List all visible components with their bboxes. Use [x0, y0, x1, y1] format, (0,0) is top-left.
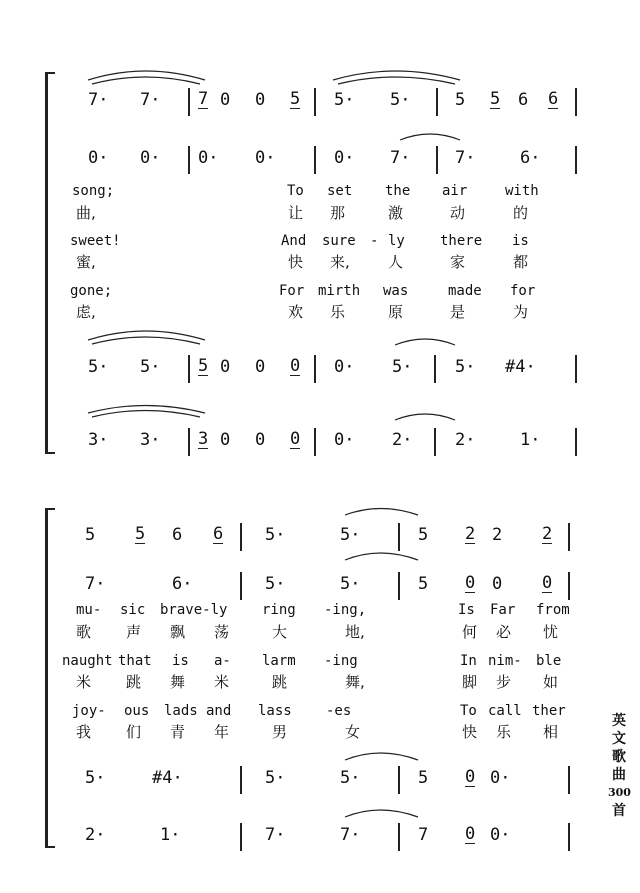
note: 7· [390, 148, 411, 168]
system2-staff4 [0, 821, 600, 853]
title-char: 300 [608, 786, 631, 799]
lyric-zh: 欢 [288, 303, 304, 321]
lyric-zh: 乐 [496, 723, 512, 741]
title-char: 歌 [612, 749, 626, 765]
lyric: In [460, 653, 477, 669]
lyric: To [460, 703, 477, 719]
lyric-zh: 的 [513, 204, 529, 222]
lyric-zh: 荡 [214, 623, 230, 641]
barline [434, 355, 436, 383]
lyric: lass [258, 703, 292, 719]
note: 2 [465, 524, 476, 544]
note: #4· [505, 357, 536, 377]
note: 0 [465, 767, 476, 787]
lyric: that [118, 653, 152, 669]
barline [188, 88, 190, 116]
lyric: song; [72, 183, 115, 199]
note: 5· [455, 357, 476, 377]
note: 0· [334, 357, 355, 377]
note: 6 [213, 524, 224, 544]
note: 5 [418, 768, 429, 788]
lyric-zh: 家 [450, 253, 466, 271]
barline [314, 355, 316, 383]
barline [240, 823, 242, 851]
lyric: joy- [72, 703, 106, 719]
note: 7 [418, 825, 429, 845]
note: 3 [198, 429, 209, 449]
note: 5· [340, 768, 361, 788]
note: 5· [140, 357, 161, 377]
barline [575, 428, 577, 456]
lyric-zh: 如 [543, 673, 559, 691]
note: 5 [290, 89, 301, 109]
lyric: from [536, 602, 570, 618]
lyric: for [510, 283, 536, 299]
lyric: lads [164, 703, 198, 719]
note: 7 [198, 89, 209, 109]
note: 5· [390, 90, 411, 110]
lyric-zh: 米 [214, 673, 230, 691]
note: 0 [290, 429, 301, 449]
lyric: sic [120, 602, 146, 618]
note: 7· [88, 90, 109, 110]
barline [575, 88, 577, 116]
lyric: call [488, 703, 522, 719]
barline [398, 766, 400, 794]
lyric-zh: 飘 [170, 623, 186, 641]
lyric: set [327, 183, 353, 199]
note: 5· [340, 525, 361, 545]
note: 7· [340, 825, 361, 845]
lyric-zh: 来, [330, 253, 350, 271]
note: 5 [455, 90, 466, 110]
note: 5 [198, 356, 209, 376]
lyric-zh: 男 [272, 723, 288, 741]
barline [240, 572, 242, 600]
barline [568, 823, 570, 851]
lyric-zh: 舞, [345, 673, 365, 691]
lyric: brave-ly [160, 602, 228, 618]
lyric: is [512, 233, 529, 249]
barline [575, 146, 577, 174]
lyric: mu- [76, 602, 102, 618]
barline [568, 523, 570, 551]
barline [568, 572, 570, 600]
lyric: air [442, 183, 468, 199]
note: 5· [88, 357, 109, 377]
lyric: the [385, 183, 411, 199]
lyric-zh: 跳 [272, 673, 288, 691]
note: 5· [265, 525, 286, 545]
note: 2· [392, 430, 413, 450]
lyric-zh: 都 [513, 253, 529, 271]
lyric: is [172, 653, 189, 669]
note: 0 [220, 357, 231, 377]
note: 2 [492, 525, 503, 545]
lyric-zh: 快 [462, 723, 478, 741]
note: 5 [135, 524, 146, 544]
barline [434, 428, 436, 456]
lyric: there [440, 233, 483, 249]
note: 5· [265, 768, 286, 788]
lyric: -es [326, 703, 352, 719]
barline [314, 88, 316, 116]
lyric: ring [262, 602, 296, 618]
lyric-zh: 让 [288, 204, 304, 222]
note: 5· [340, 574, 361, 594]
lyric-zh: 声 [126, 623, 142, 641]
lyric-zh: 青 [170, 723, 186, 741]
note: 6 [172, 525, 183, 545]
note: 7· [265, 825, 286, 845]
lyric-zh: 跳 [126, 673, 142, 691]
note: 5· [265, 574, 286, 594]
note: 7· [140, 90, 161, 110]
note: 5· [334, 90, 355, 110]
lyric-zh: 我 [76, 723, 92, 741]
barline [188, 428, 190, 456]
lyric-zh: 们 [126, 723, 142, 741]
lyric: For [279, 283, 305, 299]
lyric: larm [262, 653, 296, 669]
barline [568, 766, 570, 794]
lyric-zh: 地, [345, 623, 365, 641]
note: 5 [85, 525, 96, 545]
lyric-zh: 忧 [543, 623, 559, 641]
note: 0 [255, 357, 266, 377]
note: 0 [492, 574, 503, 594]
note: 0· [334, 148, 355, 168]
system1-staff1 [0, 86, 600, 118]
note: 6 [518, 90, 529, 110]
barline [188, 146, 190, 174]
barline [240, 766, 242, 794]
note: 0 [290, 356, 301, 376]
lyric: Is [458, 602, 475, 618]
system2-staff2 [0, 570, 600, 602]
lyric: - [370, 233, 379, 249]
lyric-zh: 舞 [170, 673, 186, 691]
note: 5· [392, 357, 413, 377]
note: 6 [548, 89, 559, 109]
note: #4· [152, 768, 183, 788]
lyric-zh: 那 [330, 204, 346, 222]
book-title-vertical [608, 712, 630, 820]
system2-staff3 [0, 764, 600, 796]
barline [398, 823, 400, 851]
barline [188, 355, 190, 383]
system1-staff2 [0, 144, 600, 176]
lyric-zh: 为 [513, 303, 529, 321]
lyric: naught [62, 653, 113, 669]
barline [398, 572, 400, 600]
lyric-zh: 米 [76, 673, 92, 691]
lyric-zh: 乐 [330, 303, 346, 321]
lyric-zh: 人 [388, 253, 404, 271]
note: 2 [542, 524, 553, 544]
lyric-zh: 步 [496, 673, 512, 691]
lyric-zh: 脚 [462, 673, 478, 691]
note: 3· [140, 430, 161, 450]
lyric: was [383, 283, 409, 299]
lyric-zh: 年 [214, 723, 230, 741]
note: 0 [255, 90, 266, 110]
note: 0· [490, 768, 511, 788]
lyric-zh: 是 [450, 303, 466, 321]
lyric: -ing, [324, 602, 367, 618]
note: 0 [220, 90, 231, 110]
note: 0· [490, 825, 511, 845]
lyric-zh: 何 [462, 623, 478, 641]
lyric-zh: 原 [388, 303, 404, 321]
lyric: mirth [318, 283, 361, 299]
lyric: ble [536, 653, 562, 669]
note: 6· [520, 148, 541, 168]
note: 3· [88, 430, 109, 450]
note: 0· [198, 148, 219, 168]
lyric: sure [322, 233, 356, 249]
lyric-zh: 激 [388, 204, 404, 222]
system-2-bracket [45, 508, 56, 848]
note: 0· [140, 148, 161, 168]
note: 5 [418, 525, 429, 545]
title-char: 首 [612, 803, 626, 819]
lyric-zh: 歌 [76, 623, 92, 641]
note: 0· [88, 148, 109, 168]
note: 2· [85, 825, 106, 845]
note: 2· [455, 430, 476, 450]
lyric-zh: 大 [272, 623, 288, 641]
barline [240, 523, 242, 551]
title-char: 文 [612, 731, 626, 747]
lyric: made [448, 283, 482, 299]
note: 1· [520, 430, 541, 450]
barline [575, 355, 577, 383]
lyric: nim- [488, 653, 522, 669]
note: 0 [465, 824, 476, 844]
note: 6· [172, 574, 193, 594]
lyric: gone; [70, 283, 113, 299]
lyric: Far [490, 602, 516, 618]
lyric: with [505, 183, 539, 199]
note: 7· [455, 148, 476, 168]
title-char: 英 [612, 713, 626, 729]
lyric: ther [532, 703, 566, 719]
note: 0 [255, 430, 266, 450]
barline [314, 428, 316, 456]
lyric-zh: 必 [496, 623, 512, 641]
note: 5· [85, 768, 106, 788]
lyric-zh: 动 [450, 204, 466, 222]
barline [398, 523, 400, 551]
lyric: sweet! [70, 233, 121, 249]
note: 0 [220, 430, 231, 450]
note: 1· [160, 825, 181, 845]
lyric-zh: 蜜, [76, 253, 96, 271]
lyric-zh: 相 [543, 723, 559, 741]
system-1-bracket [45, 72, 56, 454]
lyric: and [206, 703, 232, 719]
lyric: ly [388, 233, 405, 249]
system1-staff4 [0, 426, 600, 458]
note: 7· [85, 574, 106, 594]
note: 5 [490, 89, 501, 109]
title-char: 曲 [612, 767, 626, 783]
barline [314, 146, 316, 174]
lyric: ous [124, 703, 150, 719]
system1-staff3 [0, 353, 600, 385]
lyric: And [281, 233, 307, 249]
barline [436, 88, 438, 116]
system2-staff1 [0, 521, 600, 553]
note: 0· [334, 430, 355, 450]
lyric-zh: 快 [288, 253, 304, 271]
lyric-zh: 曲, [76, 204, 96, 222]
lyric: -ing [324, 653, 358, 669]
note: 5 [418, 574, 429, 594]
lyric: a- [214, 653, 231, 669]
lyric-zh: 女 [345, 723, 361, 741]
lyric-zh: 虑, [76, 303, 96, 321]
note: 0· [255, 148, 276, 168]
note: 0 [542, 573, 553, 593]
barline [436, 146, 438, 174]
lyric: To [287, 183, 304, 199]
note: 0 [465, 573, 476, 593]
